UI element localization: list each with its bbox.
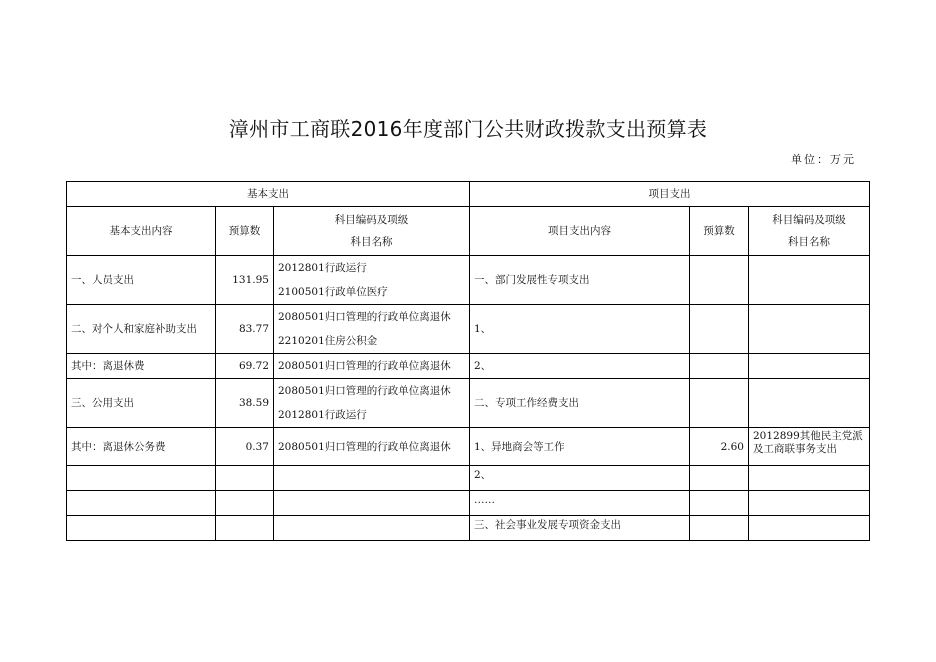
project-content-cell: ……: [470, 491, 690, 516]
header-basic-content: 基本支出内容: [67, 207, 216, 256]
basic-content-cell: 一、人员支出: [67, 256, 216, 305]
subject-line: 2210201住房公积金: [278, 335, 378, 347]
subject-cell: [274, 256, 470, 305]
project-budget-cell: [690, 379, 749, 428]
header-project-content: 项目支出内容: [470, 207, 690, 256]
project-content-cell: 2、: [470, 466, 690, 491]
project-content-cell: 三、社会事业发展专项资金支出: [470, 516, 690, 541]
project-content-cell: 1、: [470, 305, 690, 354]
project-budget-cell: 2.60: [690, 428, 749, 466]
basic-content-cell: 三、公用支出: [67, 379, 216, 428]
subject-cell: [274, 491, 470, 516]
budget-cell: [216, 466, 274, 491]
subject-cell: [274, 305, 470, 354]
budget-table: [66, 181, 870, 541]
table-row: [67, 428, 870, 466]
header-project-budget: 预算数: [690, 207, 749, 256]
basic-content-cell: 其中：离退休费: [67, 354, 216, 379]
subject-line: 2080501归口管理的行政单位离退休: [278, 385, 451, 397]
subject-line: 2012801行政运行: [278, 262, 367, 274]
table-row: [67, 379, 870, 428]
subject-line: 2012801行政运行: [278, 409, 367, 421]
basic-content-cell: [67, 491, 216, 516]
project-subject-cell: [749, 491, 870, 516]
project-content-cell: 一、部门发展性专项支出: [470, 256, 690, 305]
table-row: [67, 256, 870, 305]
header-project: 项目支出: [470, 182, 870, 207]
project-content-cell: 2、: [470, 354, 690, 379]
project-subject-cell: [749, 305, 870, 354]
basic-content-cell: [67, 466, 216, 491]
project-budget-cell: [690, 516, 749, 541]
basic-content-cell: 其中：离退休公务费: [67, 428, 216, 466]
table-row: [67, 305, 870, 354]
page-title: 漳州市工商联2016年度部门公共财政拨款支出预算表: [228, 117, 708, 141]
subject-cell: [274, 516, 470, 541]
header-row-columns: [67, 207, 870, 256]
subject-cell: 2080501归口管理的行政单位离退休: [274, 428, 470, 466]
project-subject-cell: [749, 256, 870, 305]
budget-cell: [216, 516, 274, 541]
project-content-cell: 二、专项工作经费支出: [470, 379, 690, 428]
table-row: [67, 516, 870, 541]
project-budget-cell: [690, 354, 749, 379]
project-subject-cell: [749, 354, 870, 379]
table-row: [67, 491, 870, 516]
project-budget-cell: [690, 466, 749, 491]
project-budget-cell: [690, 256, 749, 305]
header-subject-line2: 科目名称: [350, 236, 393, 248]
project-subject-cell: [749, 379, 870, 428]
subject-cell: [274, 379, 470, 428]
basic-content-cell: [67, 516, 216, 541]
budget-cell: [216, 491, 274, 516]
subject-line: 2080501归口管理的行政单位离退休: [278, 311, 451, 323]
budget-cell: 83.77: [216, 305, 274, 354]
budget-cell: 0.37: [216, 428, 274, 466]
header-row-group: [67, 182, 870, 207]
subject-line: 2100501行政单位医疗: [278, 286, 388, 298]
project-subject-cell: [749, 516, 870, 541]
header-subject-line1: 科目编码及项级: [334, 214, 409, 226]
header-subject: [274, 207, 470, 256]
unit-label: 单位：万元: [791, 153, 856, 166]
basic-content-cell: 二、对个人和家庭补助支出: [67, 305, 216, 354]
header-budget: 预算数: [216, 207, 274, 256]
project-budget-cell: [690, 305, 749, 354]
budget-cell: 38.59: [216, 379, 274, 428]
subject-cell: [274, 466, 470, 491]
header-project-subject-line1: 科目编码及项级: [772, 214, 846, 226]
budget-cell: 131.95: [216, 256, 274, 305]
budget-cell: 69.72: [216, 354, 274, 379]
project-budget-cell: [690, 491, 749, 516]
project-content-cell: 1、异地商会等工作: [470, 428, 690, 466]
subject-cell: 2080501归口管理的行政单位离退休: [274, 354, 470, 379]
project-subject-cell: [749, 466, 870, 491]
table-row: [67, 354, 870, 379]
project-subject-cell: 2012899其他民主党派及工商联事务支出: [749, 428, 870, 466]
header-project-subject-line2: 科目名称: [788, 236, 830, 248]
header-basic: 基本支出: [67, 182, 470, 207]
table-row: [67, 466, 870, 491]
header-project-subject: [749, 207, 870, 256]
